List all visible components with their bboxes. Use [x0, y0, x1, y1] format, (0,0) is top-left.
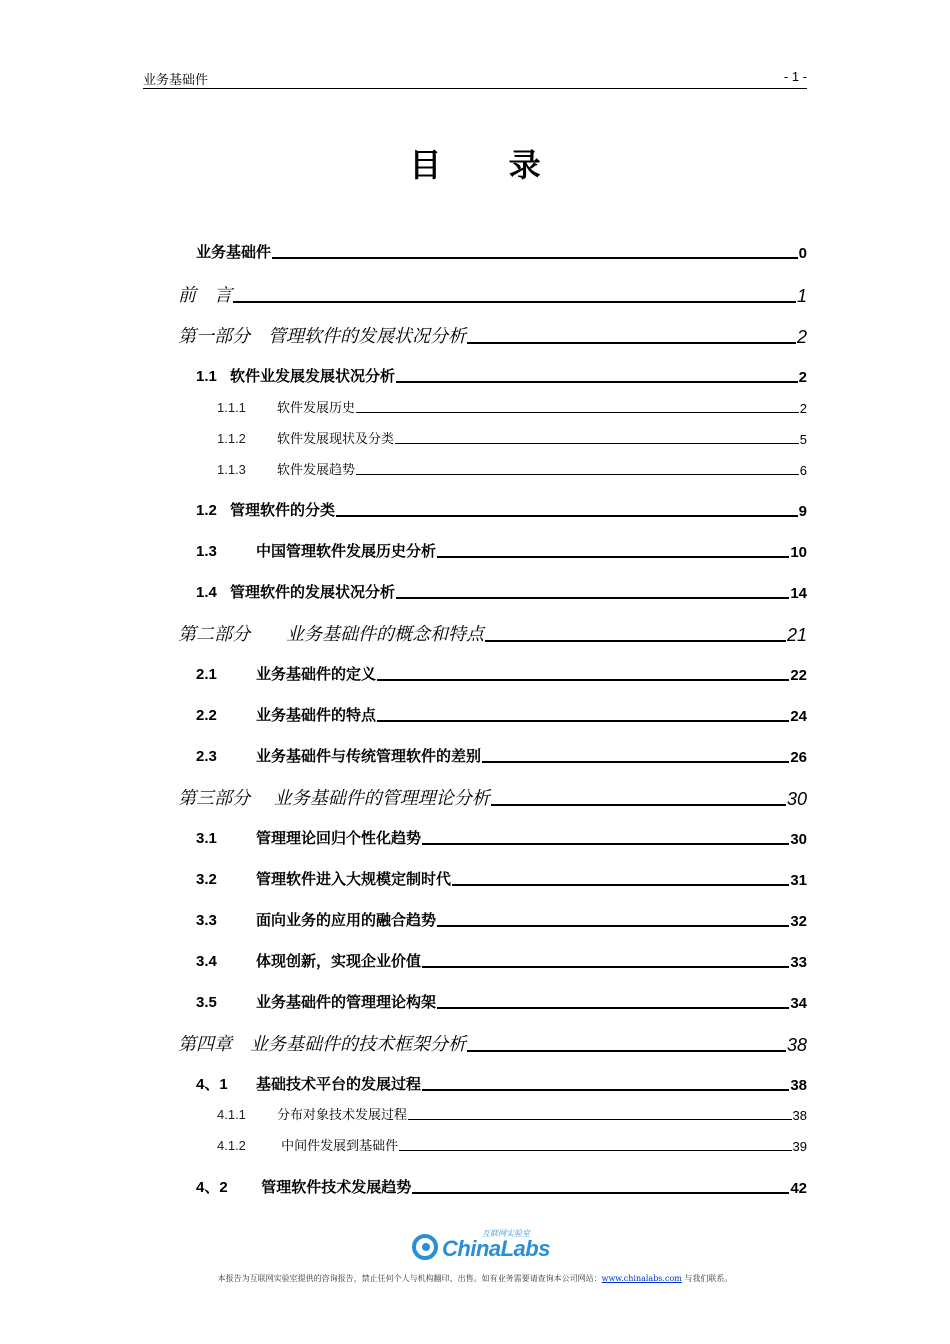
- toc-entry-number: 4.1.1: [217, 1107, 246, 1122]
- toc-entry-text: 第二部分 业务基础件的概念和特点: [178, 624, 484, 645]
- toc-entry-page: 30: [790, 831, 807, 848]
- toc-leader-line: [233, 301, 796, 303]
- toc-entry-page: 0: [798, 245, 807, 262]
- toc-entry-page: 38: [786, 1035, 807, 1055]
- toc-entry-label: [196, 909, 436, 930]
- toc-entry[interactable]: [196, 908, 807, 930]
- logo-tagline: 互联网实验室: [482, 1229, 530, 1238]
- toc-entry-label: [217, 428, 394, 447]
- toc-entry[interactable]: [196, 364, 807, 386]
- toc-entry-number: 2.3: [196, 748, 217, 765]
- toc-entry[interactable]: [196, 703, 807, 725]
- toc-entry-page: 24: [790, 708, 807, 725]
- toc-entry-page: 32: [790, 913, 807, 930]
- toc-entry-label: [196, 241, 271, 262]
- toc-leader-line: [482, 761, 789, 763]
- toc-entry[interactable]: [178, 784, 807, 810]
- toc-entry-number: 1.1.2: [217, 431, 246, 446]
- toc-entry-page: 2: [796, 327, 807, 347]
- toc-entry[interactable]: [178, 281, 807, 307]
- toc-leader-line: [491, 804, 786, 806]
- toc-entry-page: 38: [790, 1077, 807, 1094]
- toc-entry-number: 3.5: [196, 994, 217, 1011]
- toc-entry-page: 22: [790, 667, 807, 684]
- toc-leader-line: [399, 1150, 791, 1151]
- toc-entry-number: 1.1.3: [217, 462, 246, 477]
- footer-notice: [0, 1273, 950, 1284]
- toc-entry-page: 14: [790, 585, 807, 602]
- toc-entry-label: [178, 281, 232, 307]
- toc-leader-line: [396, 381, 798, 383]
- toc-entry[interactable]: [178, 620, 807, 646]
- toc-entry-number: 4、1: [196, 1076, 228, 1093]
- toc-entry[interactable]: [196, 240, 807, 262]
- toc-entry[interactable]: [178, 1030, 807, 1056]
- toc-entry-label: [196, 663, 376, 684]
- toc-entry[interactable]: [196, 662, 807, 684]
- logo-brand: ChinaLabs: [442, 1236, 550, 1261]
- toc-entry[interactable]: [217, 1103, 807, 1123]
- toc-entry-text: 中国管理软件发展历史分析: [256, 542, 437, 560]
- toc-entry-page: 1: [796, 286, 807, 306]
- logo-mark-icon: [412, 1234, 438, 1260]
- toc-leader-line: [412, 1192, 789, 1194]
- toc-entry-text: 业务基础件的定义: [256, 665, 377, 683]
- toc-entry-page: 2: [799, 401, 807, 416]
- toc-entry-label: [178, 620, 484, 646]
- toc-entry-page: 31: [790, 872, 807, 889]
- toc-entry-page: 5: [799, 432, 807, 447]
- toc-entry-text: 管理软件技术发展趋势: [256, 1178, 412, 1196]
- toc-entry[interactable]: [196, 1175, 807, 1197]
- toc-entry[interactable]: [196, 498, 807, 520]
- toc-entry-page: 2: [798, 369, 807, 386]
- toc-entry-number: 3.4: [196, 953, 217, 970]
- toc-entry-page: 9: [798, 503, 807, 520]
- toc-leader-line: [422, 966, 789, 968]
- toc-entry-page: 30: [786, 789, 807, 809]
- toc-title: 目 录: [409, 146, 569, 184]
- toc-entry-text: 软件业发展发展状况分析: [230, 367, 396, 385]
- toc-entry-page: 38: [792, 1108, 807, 1123]
- toc-entry-page: 26: [790, 749, 807, 766]
- toc-entry-label: [217, 1104, 407, 1123]
- toc-entry-text: 业务基础件的特点: [256, 706, 377, 724]
- toc-entry-text: 管理理论回归个性化趋势: [256, 829, 422, 847]
- toc-entry-label: [196, 704, 376, 725]
- toc-entry-text: 前 言: [178, 285, 232, 306]
- toc-entry-label: [178, 1030, 466, 1056]
- footer-text-after: 与我们联系。: [681, 1274, 733, 1283]
- footer-text-before: 本报告为互联网实验室提供的咨询报告，禁止任何个人与机构翻印、出售。如有业务需要请查询本公司网站：: [217, 1274, 602, 1283]
- toc-entry-label: [196, 581, 395, 602]
- toc-entry-label: [196, 950, 421, 971]
- toc-entry-label: [217, 459, 355, 478]
- toc-entry-page: 6: [799, 463, 807, 478]
- toc-entry-text: 面向业务的应用的融合趋势: [256, 911, 437, 929]
- toc-entry-text: 业务基础件: [196, 243, 272, 261]
- toc-leader-line: [377, 679, 789, 681]
- toc-entry-label: [196, 499, 335, 520]
- toc-entry-number: 2.2: [196, 707, 217, 724]
- toc-entry-page: 39: [792, 1139, 807, 1154]
- toc-leader-line: [452, 884, 789, 886]
- toc-entry-page: 42: [790, 1180, 807, 1197]
- toc-entry-number: 4.1.2: [217, 1138, 246, 1153]
- toc-entry-label: [178, 322, 466, 348]
- toc-entry-label: [217, 397, 355, 416]
- toc-entry-number: 4、2: [196, 1179, 228, 1196]
- toc-entry[interactable]: [217, 396, 807, 416]
- toc-entry-text: 业务基础件的管理理论构架: [256, 993, 437, 1011]
- toc-leader-line: [356, 412, 799, 413]
- header-title: 业务基础件: [143, 73, 209, 88]
- toc-entry[interactable]: [196, 539, 807, 561]
- toc-entry-label: [196, 827, 421, 848]
- toc-leader-line: [422, 843, 789, 845]
- toc-entry-text: 业务基础件与传统管理软件的差别: [256, 747, 482, 765]
- toc-entry-text: 软件发展历史: [277, 401, 356, 416]
- toc-leader-line: [467, 1050, 786, 1052]
- toc-leader-line: [437, 925, 789, 927]
- toc-leader-line: [485, 640, 786, 642]
- toc-entry-label: [196, 540, 436, 561]
- toc-entry-number: 1.1.1: [217, 400, 246, 415]
- toc-entry-text: 基础技术平台的发展过程: [256, 1075, 422, 1093]
- toc-leader-line: [395, 443, 799, 444]
- toc-entry[interactable]: [217, 1134, 807, 1154]
- chinalabs-logo: [410, 1230, 550, 1266]
- toc-entry-number: 3.1: [196, 830, 217, 847]
- toc-entry[interactable]: [217, 458, 807, 478]
- toc-leader-line: [408, 1119, 792, 1120]
- toc-entry-text: 中间件发展到基础件: [277, 1139, 399, 1154]
- toc-entry-text: 管理软件进入大规模定制时代: [256, 870, 452, 888]
- toc-entry-page: 34: [790, 995, 807, 1012]
- toc-entry-label: [196, 868, 451, 889]
- toc-entry-text: 体现创新，实现企业价值: [256, 952, 422, 970]
- toc-leader-line: [356, 474, 799, 475]
- toc-entry-label: [217, 1135, 398, 1154]
- toc-entry-number: 2.1: [196, 666, 217, 683]
- toc-entry-text: 管理软件的分类: [230, 501, 336, 519]
- toc-entry-text: 分布对象技术发展过程: [277, 1108, 408, 1123]
- toc-leader-line: [336, 515, 798, 517]
- toc-entry-number: 1.2: [196, 502, 217, 519]
- toc-leader-line: [467, 342, 796, 344]
- toc-entry-number: 3.3: [196, 912, 217, 929]
- toc-leader-line: [396, 597, 789, 599]
- toc-entry[interactable]: [217, 427, 807, 447]
- page-number: - 1 -: [783, 69, 807, 84]
- toc-entry-number: 1.3: [196, 543, 217, 560]
- toc-entry[interactable]: [196, 580, 807, 602]
- toc-entry[interactable]: [196, 949, 807, 971]
- toc-entry-label: [196, 365, 395, 386]
- toc-leader-line: [437, 556, 789, 558]
- toc-entry[interactable]: [178, 322, 807, 348]
- toc-entry-text: 第一部分 管理软件的发展状况分析: [178, 326, 466, 347]
- toc-leader-line: [272, 257, 798, 259]
- toc-entry-label: [196, 1176, 411, 1197]
- toc-entry-number: 3.2: [196, 871, 217, 888]
- toc-leader-line: [377, 720, 789, 722]
- toc-entry[interactable]: [196, 1072, 807, 1094]
- toc-entry[interactable]: [196, 867, 807, 889]
- toc-entry-text: 软件发展现状及分类: [277, 432, 395, 447]
- page-header: [143, 68, 807, 89]
- toc-entry-page: 10: [790, 544, 807, 561]
- toc-entry-text: 软件发展趋势: [277, 463, 356, 478]
- toc-entry[interactable]: [196, 990, 807, 1012]
- toc-entry[interactable]: [196, 744, 807, 766]
- toc-leader-line: [422, 1089, 789, 1091]
- toc-entry-label: [196, 745, 481, 766]
- toc-entry-text: 管理软件的发展状况分析: [230, 583, 396, 601]
- footer-website-link[interactable]: www.chinalabs.com: [601, 1274, 682, 1283]
- toc-entry-number: 1.1: [196, 368, 217, 385]
- toc-entry-page: 33: [790, 954, 807, 971]
- toc-leader-line: [437, 1007, 789, 1009]
- toc-entry-label: [178, 784, 490, 810]
- toc-entry[interactable]: [196, 826, 807, 848]
- toc-entry-text: 第四章 业务基础件的技术框架分析: [178, 1034, 466, 1055]
- toc-entry-label: [196, 991, 436, 1012]
- toc-entry-text: 第三部分 业务基础件的管理理论分析: [178, 788, 490, 809]
- toc-entry-number: 1.4: [196, 584, 217, 601]
- toc-entry-page: 21: [786, 625, 807, 645]
- toc-entry-label: [196, 1073, 421, 1094]
